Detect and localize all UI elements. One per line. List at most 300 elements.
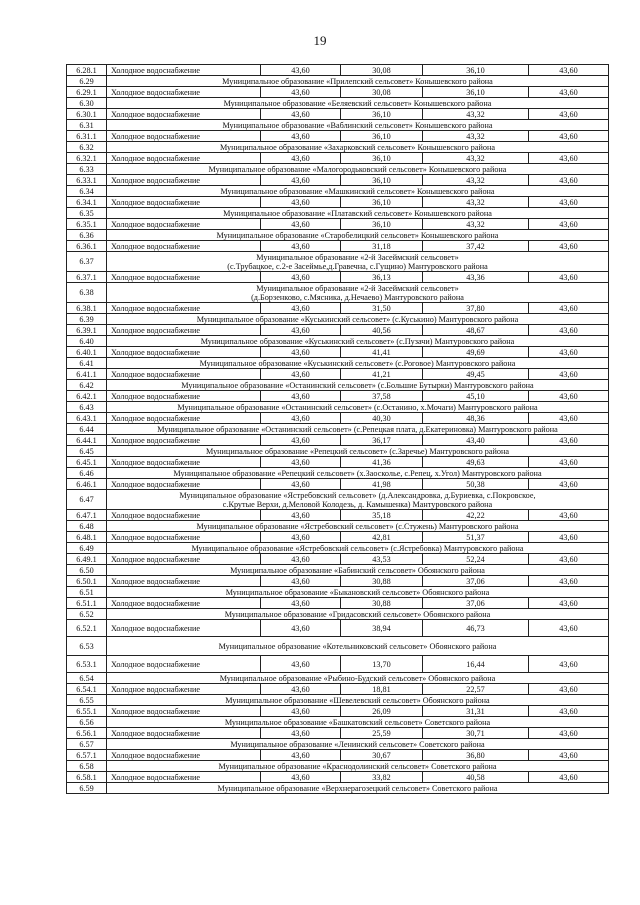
municipality-name bbox=[107, 565, 609, 576]
tariff-value-2: 41,21 bbox=[341, 369, 423, 380]
tariff-value-2: 36,13 bbox=[341, 272, 423, 283]
municipality-row bbox=[67, 283, 609, 303]
tariff-value-4: 43,60 bbox=[529, 87, 609, 98]
row-number: 6.47.1 bbox=[67, 510, 107, 521]
service-row bbox=[67, 109, 609, 120]
tariff-value-3: 40,58 bbox=[423, 772, 529, 783]
tariff-value-1: 43,60 bbox=[261, 65, 341, 76]
tariff-value-2: 36,10 bbox=[341, 131, 423, 142]
row-number: 6.28.1 bbox=[67, 65, 107, 76]
service-name: Холодное водоснабжение bbox=[107, 197, 261, 208]
municipality-name-line: Муниципальное образование «Ваблинский сельсовет» Конышевского района bbox=[222, 120, 493, 130]
service-row bbox=[67, 576, 609, 587]
municipality-name-line: Муниципальное образование «Гридасовский сельсовет» Обоянского района bbox=[224, 609, 491, 619]
tariff-value-3: 48,67 bbox=[423, 325, 529, 336]
municipality-name-line: Муниципальное образование «Бабинский сельсовет» Обоянского района bbox=[230, 565, 485, 575]
tariff-value-1: 43,60 bbox=[261, 241, 341, 252]
municipality-row bbox=[67, 783, 609, 794]
row-number: 6.42.1 bbox=[67, 391, 107, 402]
municipality-name bbox=[107, 283, 609, 303]
municipality-name bbox=[107, 695, 609, 706]
tariff-value-1: 43,60 bbox=[261, 510, 341, 521]
municipality-name bbox=[107, 424, 609, 435]
municipality-name-line: Муниципальное образование «Малогородьковский сельсовет» Конышевского района bbox=[208, 164, 507, 174]
service-name: Холодное водоснабжение bbox=[107, 391, 261, 402]
tariff-value-4: 43,60 bbox=[529, 620, 609, 637]
municipality-name bbox=[107, 314, 609, 325]
tariff-value-4: 43,60 bbox=[529, 706, 609, 717]
row-number: 6.43 bbox=[67, 402, 107, 413]
row-number: 6.49.1 bbox=[67, 554, 107, 565]
tariff-value-2: 13,70 bbox=[341, 656, 423, 673]
tariff-value-2: 26,09 bbox=[341, 706, 423, 717]
row-number: 6.50 bbox=[67, 565, 107, 576]
tariff-table-body bbox=[67, 65, 609, 794]
tariff-value-2: 36,10 bbox=[341, 109, 423, 120]
row-number: 6.47 bbox=[67, 490, 107, 510]
tariff-value-2: 42,81 bbox=[341, 532, 423, 543]
tariff-value-2: 36,10 bbox=[341, 197, 423, 208]
row-number: 6.58 bbox=[67, 761, 107, 772]
tariff-value-2: 37,58 bbox=[341, 391, 423, 402]
municipality-name-line: Муниципальное образование «2-й Засеймский сельсовет» bbox=[256, 252, 459, 262]
tariff-value-1: 43,60 bbox=[261, 175, 341, 186]
service-row bbox=[67, 656, 609, 673]
tariff-value-1: 43,60 bbox=[261, 532, 341, 543]
tariff-value-4: 43,60 bbox=[529, 435, 609, 446]
tariff-value-1: 43,60 bbox=[261, 620, 341, 637]
row-number: 6.49 bbox=[67, 543, 107, 554]
row-number: 6.55 bbox=[67, 695, 107, 706]
row-number: 6.32 bbox=[67, 142, 107, 153]
service-name: Холодное водоснабжение bbox=[107, 598, 261, 609]
service-name: Холодное водоснабжение bbox=[107, 750, 261, 761]
municipality-row bbox=[67, 402, 609, 413]
row-number: 6.53 bbox=[67, 637, 107, 656]
municipality-name-line: (с.Трубацкое, с.2-е Засеймье,д.Гравечна, с.Гущино) Мантуровского района bbox=[227, 261, 488, 271]
municipality-name bbox=[107, 446, 609, 457]
service-name: Холодное водоснабжение bbox=[107, 620, 261, 637]
tariff-value-1: 43,60 bbox=[261, 576, 341, 587]
municipality-row bbox=[67, 358, 609, 369]
tariff-value-3: 43,32 bbox=[423, 175, 529, 186]
row-number: 6.44.1 bbox=[67, 435, 107, 446]
row-number: 6.31.1 bbox=[67, 131, 107, 142]
row-number: 6.45.1 bbox=[67, 457, 107, 468]
tariff-value-1: 43,60 bbox=[261, 413, 341, 424]
row-number: 6.44 bbox=[67, 424, 107, 435]
tariff-value-1: 43,60 bbox=[261, 750, 341, 761]
tariff-value-2: 43,53 bbox=[341, 554, 423, 565]
service-name: Холодное водоснабжение bbox=[107, 153, 261, 164]
tariff-value-1: 43,60 bbox=[261, 303, 341, 314]
tariff-value-3: 43,32 bbox=[423, 197, 529, 208]
municipality-name bbox=[107, 120, 609, 131]
service-row bbox=[67, 153, 609, 164]
municipality-name-line: Муниципальное образование «2-й Засеймский сельсовет» bbox=[256, 283, 459, 293]
row-number: 6.30.1 bbox=[67, 109, 107, 120]
municipality-name-line: Муниципальное образование «Ленинский сельсовет» Советского района bbox=[230, 739, 485, 749]
tariff-value-2: 35,18 bbox=[341, 510, 423, 521]
service-name: Холодное водоснабжение bbox=[107, 87, 261, 98]
tariff-value-1: 43,60 bbox=[261, 369, 341, 380]
service-row bbox=[67, 750, 609, 761]
municipality-row bbox=[67, 446, 609, 457]
municipality-name-line: с.Крутые Верхи, д.Меловой Колодезь, д. Камышенка) Мантуровского района bbox=[222, 499, 493, 509]
municipality-name bbox=[107, 521, 609, 532]
service-name: Холодное водоснабжение bbox=[107, 175, 261, 186]
row-number: 6.40.1 bbox=[67, 347, 107, 358]
municipality-name bbox=[107, 380, 609, 391]
municipality-name bbox=[107, 186, 609, 197]
tariff-value-2: 31,50 bbox=[341, 303, 423, 314]
service-row bbox=[67, 325, 609, 336]
tariff-value-4: 43,60 bbox=[529, 241, 609, 252]
municipality-name-line: Муниципальное образование «Куськинский сельсовет» (с.Куськино) Мантуровского района bbox=[196, 314, 519, 324]
tariff-value-1: 43,60 bbox=[261, 391, 341, 402]
municipality-row bbox=[67, 587, 609, 598]
row-number: 6.38.1 bbox=[67, 303, 107, 314]
service-name: Холодное водоснабжение bbox=[107, 109, 261, 120]
tariff-value-1: 43,60 bbox=[261, 272, 341, 283]
municipality-row bbox=[67, 521, 609, 532]
row-number: 6.33.1 bbox=[67, 175, 107, 186]
tariff-value-2: 33,82 bbox=[341, 772, 423, 783]
tariff-value-3: 22,57 bbox=[423, 684, 529, 695]
row-number: 6.54 bbox=[67, 673, 107, 684]
row-number: 6.35 bbox=[67, 208, 107, 219]
tariff-value-1: 43,60 bbox=[261, 219, 341, 230]
municipality-name-line: Муниципальное образование «Репецкий сельсовет» (х.Заосколье, с.Репец, х.Угол) Мантуровского района bbox=[173, 468, 542, 478]
service-row bbox=[67, 87, 609, 98]
row-number: 6.31 bbox=[67, 120, 107, 131]
tariff-value-4: 43,60 bbox=[529, 303, 609, 314]
municipality-name bbox=[107, 98, 609, 109]
service-row bbox=[67, 175, 609, 186]
service-name: Холодное водоснабжение bbox=[107, 241, 261, 252]
row-number: 6.45 bbox=[67, 446, 107, 457]
service-name: Холодное водоснабжение bbox=[107, 325, 261, 336]
row-number: 6.46.1 bbox=[67, 479, 107, 490]
municipality-row bbox=[67, 609, 609, 620]
service-row bbox=[67, 457, 609, 468]
tariff-value-1: 43,60 bbox=[261, 153, 341, 164]
municipality-name-line: Муниципальное образование «Беляевский сельсовет» Конышевского района bbox=[223, 98, 492, 108]
municipality-name bbox=[107, 739, 609, 750]
service-name: Холодное водоснабжение bbox=[107, 656, 261, 673]
row-number: 6.35.1 bbox=[67, 219, 107, 230]
municipality-name-line: Муниципальное образование «Верхнерагозецкий сельсовет» Советского района bbox=[217, 783, 498, 793]
service-name: Холодное водоснабжение bbox=[107, 576, 261, 587]
service-name: Холодное водоснабжение bbox=[107, 457, 261, 468]
tariff-table bbox=[66, 64, 609, 794]
municipality-name-line: Муниципальное образование «Платавский сельсовет» Конышевского района bbox=[223, 208, 492, 218]
tariff-value-3: 43,32 bbox=[423, 219, 529, 230]
tariff-value-3: 43,32 bbox=[423, 153, 529, 164]
tariff-value-4: 43,60 bbox=[529, 219, 609, 230]
tariff-value-4: 43,60 bbox=[529, 750, 609, 761]
tariff-value-3: 37,06 bbox=[423, 598, 529, 609]
tariff-value-1: 43,60 bbox=[261, 435, 341, 446]
municipality-row bbox=[67, 673, 609, 684]
row-number: 6.51 bbox=[67, 587, 107, 598]
row-number: 6.38 bbox=[67, 283, 107, 303]
municipality-name-line: Муниципальное образование «Башкатовский сельсовет» Советского района bbox=[224, 717, 491, 727]
service-row bbox=[67, 728, 609, 739]
tariff-value-1: 43,60 bbox=[261, 598, 341, 609]
municipality-name bbox=[107, 76, 609, 87]
tariff-value-3: 36,10 bbox=[423, 65, 529, 76]
service-name: Холодное водоснабжение bbox=[107, 131, 261, 142]
municipality-name bbox=[107, 252, 609, 272]
municipality-row bbox=[67, 424, 609, 435]
municipality-row bbox=[67, 380, 609, 391]
page-number: 19 bbox=[313, 33, 327, 48]
row-number: 6.30 bbox=[67, 98, 107, 109]
service-row bbox=[67, 219, 609, 230]
tariff-value-3: 48,36 bbox=[423, 413, 529, 424]
row-number: 6.56 bbox=[67, 717, 107, 728]
municipality-row bbox=[67, 490, 609, 510]
tariff-value-1: 43,60 bbox=[261, 479, 341, 490]
municipality-name-line: Муниципальное образование «Останинский сельсовет» (с.Большие Бутырки) Мантуровского района bbox=[181, 380, 534, 390]
tariff-value-3: 36,80 bbox=[423, 750, 529, 761]
row-number: 6.36 bbox=[67, 230, 107, 241]
tariff-value-4: 43,60 bbox=[529, 153, 609, 164]
tariff-value-2: 30,88 bbox=[341, 598, 423, 609]
tariff-value-2: 40,56 bbox=[341, 325, 423, 336]
tariff-value-2: 38,94 bbox=[341, 620, 423, 637]
service-name: Холодное водоснабжение bbox=[107, 219, 261, 230]
tariff-value-4: 43,60 bbox=[529, 197, 609, 208]
service-row bbox=[67, 369, 609, 380]
tariff-value-4: 43,60 bbox=[529, 175, 609, 186]
municipality-name-line: Муниципальное образование «Репецкий сельсовет» (с.Заречье) Мантуровского района bbox=[206, 446, 509, 456]
row-number: 6.51.1 bbox=[67, 598, 107, 609]
row-number: 6.59 bbox=[67, 783, 107, 794]
service-row bbox=[67, 241, 609, 252]
tariff-value-2: 41,98 bbox=[341, 479, 423, 490]
municipality-row bbox=[67, 314, 609, 325]
tariff-value-1: 43,60 bbox=[261, 87, 341, 98]
tariff-value-2: 31,18 bbox=[341, 241, 423, 252]
tariff-value-1: 43,60 bbox=[261, 684, 341, 695]
row-number: 6.29.1 bbox=[67, 87, 107, 98]
tariff-value-1: 43,60 bbox=[261, 109, 341, 120]
tariff-value-4: 43,60 bbox=[529, 728, 609, 739]
service-row bbox=[67, 391, 609, 402]
municipality-row bbox=[67, 164, 609, 175]
service-row bbox=[67, 413, 609, 424]
row-number: 6.55.1 bbox=[67, 706, 107, 717]
tariff-value-3: 43,40 bbox=[423, 435, 529, 446]
tariff-value-3: 16,44 bbox=[423, 656, 529, 673]
tariff-value-4: 43,60 bbox=[529, 656, 609, 673]
municipality-name-line: Муниципальное образование «Ястребовский сельсовет» (д.Александровка, д.Буриевка, с.Покровское, bbox=[179, 490, 536, 500]
municipality-name-line: Муниципальное образование «Захарковский сельсовет» Конышевского района bbox=[219, 142, 496, 152]
row-number: 6.54.1 bbox=[67, 684, 107, 695]
tariff-value-2: 41,41 bbox=[341, 347, 423, 358]
tariff-value-4: 43,60 bbox=[529, 576, 609, 587]
tariff-value-4: 43,60 bbox=[529, 109, 609, 120]
service-row bbox=[67, 510, 609, 521]
service-row bbox=[67, 479, 609, 490]
municipality-name bbox=[107, 230, 609, 241]
row-number: 6.46 bbox=[67, 468, 107, 479]
service-name: Холодное водоснабжение bbox=[107, 303, 261, 314]
tariff-value-4: 43,60 bbox=[529, 325, 609, 336]
municipality-name-line: Муниципальное образование «Куськинский сельсовет» (с.Роговое) Мантуровского района bbox=[199, 358, 516, 368]
row-number: 6.48.1 bbox=[67, 532, 107, 543]
row-number: 6.33 bbox=[67, 164, 107, 175]
municipality-name bbox=[107, 637, 609, 656]
tariff-value-4: 43,60 bbox=[529, 413, 609, 424]
service-row bbox=[67, 131, 609, 142]
tariff-value-3: 51,37 bbox=[423, 532, 529, 543]
tariff-value-4: 43,60 bbox=[529, 272, 609, 283]
municipality-row bbox=[67, 336, 609, 347]
municipality-name bbox=[107, 164, 609, 175]
tariff-value-1: 43,60 bbox=[261, 554, 341, 565]
tariff-value-1: 43,60 bbox=[261, 706, 341, 717]
tariff-value-2: 30,88 bbox=[341, 576, 423, 587]
tariff-value-3: 43,32 bbox=[423, 109, 529, 120]
service-name: Холодное водоснабжение bbox=[107, 510, 261, 521]
service-name: Холодное водоснабжение bbox=[107, 369, 261, 380]
row-number: 6.34.1 bbox=[67, 197, 107, 208]
service-name: Холодное водоснабжение bbox=[107, 65, 261, 76]
municipality-name bbox=[107, 402, 609, 413]
row-number: 6.40 bbox=[67, 336, 107, 347]
tariff-value-1: 43,60 bbox=[261, 197, 341, 208]
tariff-value-4: 43,60 bbox=[529, 684, 609, 695]
municipality-name-line: Муниципальное образование «Краснодолинский сельсовет» Советского района bbox=[218, 761, 497, 771]
row-number: 6.56.1 bbox=[67, 728, 107, 739]
municipality-row bbox=[67, 76, 609, 87]
service-row bbox=[67, 65, 609, 76]
municipality-name bbox=[107, 609, 609, 620]
service-name: Холодное водоснабжение bbox=[107, 347, 261, 358]
tariff-value-2: 30,08 bbox=[341, 65, 423, 76]
service-row bbox=[67, 684, 609, 695]
tariff-value-3: 37,42 bbox=[423, 241, 529, 252]
service-row bbox=[67, 197, 609, 208]
municipality-row bbox=[67, 637, 609, 656]
municipality-name-line: Муниципальное образование «Куськинский сельсовет» (с.Пузачи) Мантуровского района bbox=[200, 336, 515, 346]
tariff-value-4: 43,60 bbox=[529, 347, 609, 358]
municipality-name bbox=[107, 336, 609, 347]
municipality-name bbox=[107, 358, 609, 369]
row-number: 6.29 bbox=[67, 76, 107, 87]
tariff-value-4: 43,60 bbox=[529, 131, 609, 142]
tariff-value-1: 43,60 bbox=[261, 457, 341, 468]
row-number: 6.52 bbox=[67, 609, 107, 620]
row-number: 6.42 bbox=[67, 380, 107, 391]
municipality-row bbox=[67, 761, 609, 772]
tariff-value-3: 50,38 bbox=[423, 479, 529, 490]
row-number: 6.57 bbox=[67, 739, 107, 750]
tariff-value-4: 43,60 bbox=[529, 554, 609, 565]
municipality-name-line: Муниципальное образование «Машкинский сельсовет» Конышевского района bbox=[220, 186, 495, 196]
municipality-name bbox=[107, 673, 609, 684]
row-number: 6.37 bbox=[67, 252, 107, 272]
tariff-value-4: 43,60 bbox=[529, 510, 609, 521]
municipality-name bbox=[107, 490, 609, 510]
municipality-row bbox=[67, 717, 609, 728]
row-number: 6.48 bbox=[67, 521, 107, 532]
row-number: 6.57.1 bbox=[67, 750, 107, 761]
municipality-row bbox=[67, 120, 609, 131]
tariff-value-3: 42,22 bbox=[423, 510, 529, 521]
municipality-name-line: Муниципальное образование «Останинский сельсовет» (с.Репецкая плата, д.Екатериновка) Мантуровского района bbox=[157, 424, 558, 434]
service-name: Холодное водоснабжение bbox=[107, 435, 261, 446]
tariff-value-3: 45,10 bbox=[423, 391, 529, 402]
municipality-name bbox=[107, 208, 609, 219]
tariff-value-2: 25,59 bbox=[341, 728, 423, 739]
tariff-value-2: 36,10 bbox=[341, 175, 423, 186]
tariff-value-2: 18,81 bbox=[341, 684, 423, 695]
tariff-value-3: 31,31 bbox=[423, 706, 529, 717]
tariff-value-3: 37,06 bbox=[423, 576, 529, 587]
tariff-value-4: 43,60 bbox=[529, 457, 609, 468]
row-number: 6.52.1 bbox=[67, 620, 107, 637]
municipality-name-line: Муниципальное образование «Ястребовский сельсовет» (с.Стужень) Мантуровского района bbox=[196, 521, 519, 531]
service-row bbox=[67, 772, 609, 783]
service-row bbox=[67, 554, 609, 565]
municipality-row bbox=[67, 739, 609, 750]
service-row bbox=[67, 598, 609, 609]
service-name: Холодное водоснабжение bbox=[107, 684, 261, 695]
tariff-value-1: 43,60 bbox=[261, 325, 341, 336]
tariff-value-2: 30,08 bbox=[341, 87, 423, 98]
tariff-value-3: 49,63 bbox=[423, 457, 529, 468]
tariff-value-4: 43,60 bbox=[529, 65, 609, 76]
municipality-name-line: Муниципальное образование «Рыбино-Будский сельсовет» Обоянского района bbox=[219, 673, 496, 683]
row-number: 6.34 bbox=[67, 186, 107, 197]
municipality-row bbox=[67, 468, 609, 479]
service-row bbox=[67, 620, 609, 637]
municipality-name bbox=[107, 717, 609, 728]
row-number: 6.39 bbox=[67, 314, 107, 325]
municipality-name-line: Муниципальное образование «Котельниковский сельсовет» Обоянского района bbox=[218, 641, 497, 651]
municipality-row bbox=[67, 543, 609, 554]
municipality-row bbox=[67, 252, 609, 272]
service-row bbox=[67, 532, 609, 543]
municipality-name-line: Муниципальное образование «Ястребовский сельсовет» (с.Ястребовка) Мантуровского района bbox=[191, 543, 524, 553]
tariff-value-2: 36,10 bbox=[341, 153, 423, 164]
municipality-row bbox=[67, 98, 609, 109]
tariff-value-3: 36,10 bbox=[423, 87, 529, 98]
service-row bbox=[67, 303, 609, 314]
tariff-value-1: 43,60 bbox=[261, 772, 341, 783]
service-name: Холодное водоснабжение bbox=[107, 728, 261, 739]
tariff-value-2: 36,17 bbox=[341, 435, 423, 446]
municipality-name bbox=[107, 783, 609, 794]
tariff-value-4: 43,60 bbox=[529, 391, 609, 402]
row-number: 6.43.1 bbox=[67, 413, 107, 424]
tariff-value-4: 43,60 bbox=[529, 369, 609, 380]
tariff-value-1: 43,60 bbox=[261, 656, 341, 673]
row-number: 6.41 bbox=[67, 358, 107, 369]
row-number: 6.58.1 bbox=[67, 772, 107, 783]
municipality-row bbox=[67, 142, 609, 153]
municipality-name-line: Муниципальное образование «Старобелицкий сельсовет» Конышевского района bbox=[216, 230, 499, 240]
tariff-value-4: 43,60 bbox=[529, 479, 609, 490]
municipality-name-line: Муниципальное образование «Быкановский сельсовет» Обоянского района bbox=[225, 587, 490, 597]
municipality-row bbox=[67, 565, 609, 576]
tariff-value-3: 43,36 bbox=[423, 272, 529, 283]
service-row bbox=[67, 435, 609, 446]
